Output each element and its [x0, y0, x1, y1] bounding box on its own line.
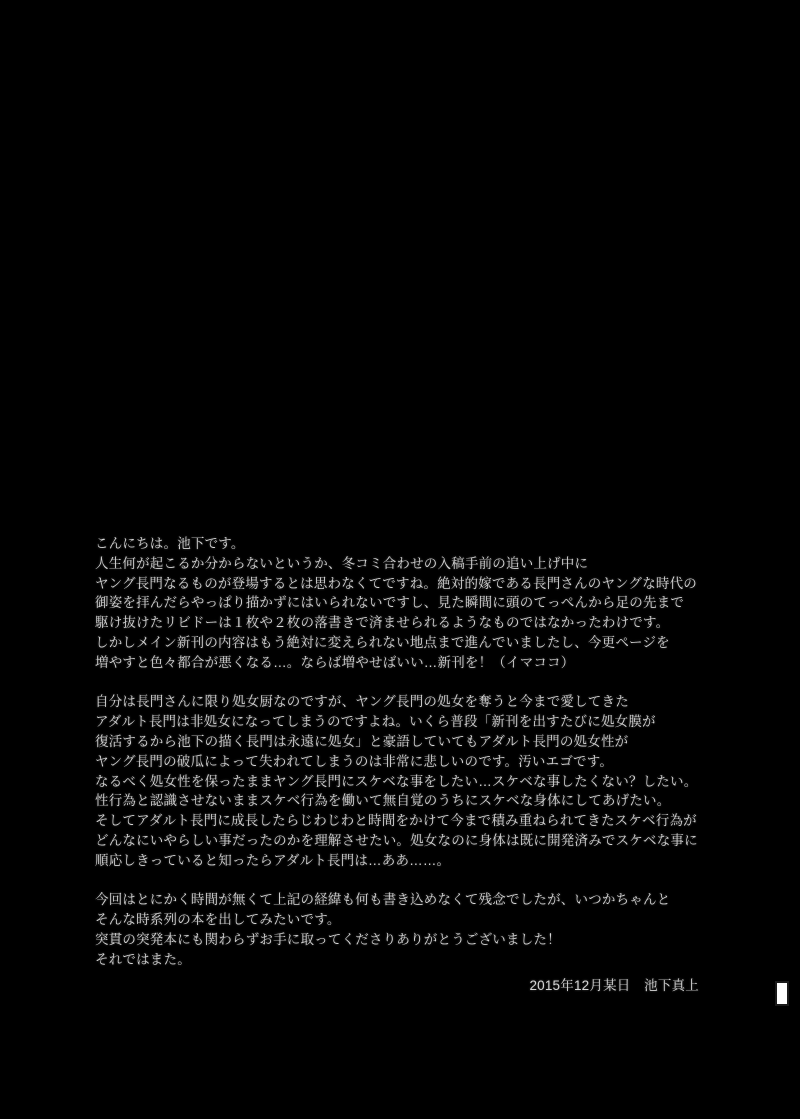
page-edge-marker: [777, 983, 787, 1004]
afterword-line: しかしメイン新刊の内容はもう絶対に変えられない地点まで進んでいましたし、今更ページを: [95, 634, 670, 650]
afterword-paragraph-1: [95, 534, 699, 673]
afterword-line: 人生何が起こるか分からないというか、冬コミ合わせの入稿手前の追い上げ中に: [95, 555, 589, 571]
afterword-line: なるべく処女性を保ったままヤング長門にスケベな事をしたい…スケベな事したくない？したい。: [95, 773, 698, 789]
afterword-line: 駆け抜けたリビドーは１枚や２枚の落書きで済ませられるようなものではなかったわけです。: [95, 615, 670, 631]
afterword-line: ヤング長門の破瓜によって失われてしまうのは非常に悲しいのです。汚いエゴです。: [95, 753, 614, 769]
afterword-line: こんにちは。池下です。: [95, 536, 245, 551]
afterword-line: そんな時系列の本を出してみたいです。: [95, 912, 341, 928]
afterword-line: 性行為と認識させないままスケベ行為を働いて無自覚のうちにスケベな身体にしてあげたい。: [95, 793, 671, 809]
afterword-line: 今回はとにかく時間が無くて上記の経緯も何も書き込めなくて残念でしたが、いつかちゃんと: [95, 892, 671, 908]
afterword-line: 自分は長門さんに限り処女厨なのですが、ヤング長門の処女を奪うと今まで愛してきた: [95, 694, 629, 710]
afterword-line: 突貫の突発本にも関わらずお手に取ってくださりありがとうございました！: [95, 931, 561, 947]
afterword-line: ヤング長門なるものが登場するとは思わなくてですね。絶対的嫁である長門さんのヤングな時代の: [95, 575, 697, 591]
afterword-line: 御姿を拝んだらやっぱり描かずにはいられないですし、見た瞬間に頭のてっぺんから足の先まで: [95, 595, 685, 611]
afterword-line: アダルト長門は非処女になってしまうのですよね。いくら普段「新刊を出すたびに処女膜が: [95, 714, 656, 730]
afterword-paragraph-2: [95, 692, 699, 870]
afterword-paragraph-3: [95, 890, 699, 969]
afterword-line: どんなにいやらしい事だったのかを理解させたい。処女なのに身体は既に開発済みでスケベな事に: [95, 832, 698, 848]
afterword-line: 順応しきっていると知ったらアダルト長門は…ああ……。: [95, 852, 451, 868]
afterword-line: それではまた。: [95, 951, 191, 967]
afterword-line: そしてアダルト長門に成長したらじわじわと時間をかけて今まで積み重ねられてきたスケベ行為が: [95, 813, 697, 829]
afterword-line: 増やすと色々都合が悪くなる…。ならば増やせばいい…新刊を！（イマココ）: [95, 654, 575, 670]
afterword-text-block: [95, 534, 699, 995]
date-and-author-signature: 2015年12月某日 池下真上: [529, 977, 699, 993]
afterword-line: 復活するから池下の描く長門は永遠に処女」と豪語していてもアダルト長門の処女性が: [95, 733, 629, 749]
